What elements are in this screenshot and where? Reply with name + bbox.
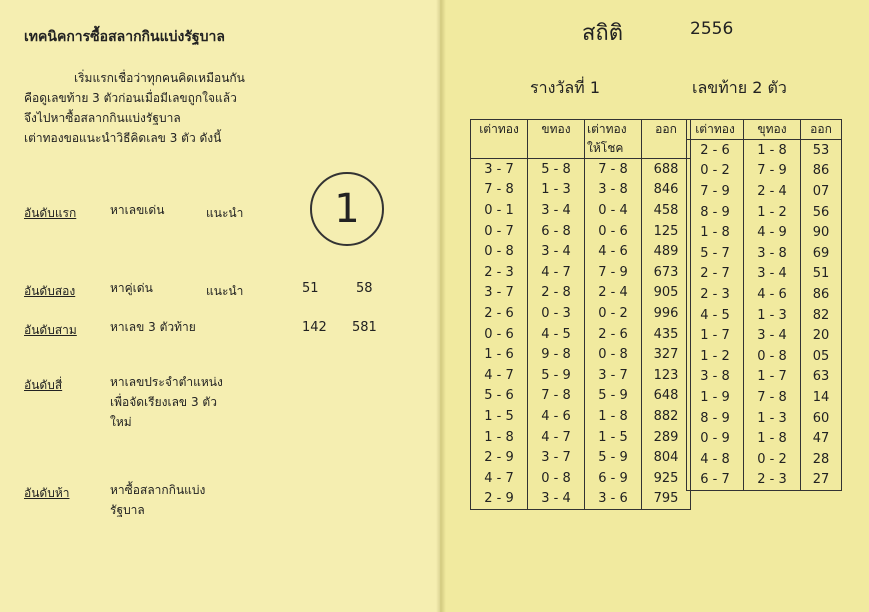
table-cell: 1 - 3 bbox=[528, 180, 585, 201]
table-cell: 56 bbox=[801, 202, 842, 223]
table-cell: 6 - 7 bbox=[687, 470, 744, 491]
table-cell: 4 - 7 bbox=[471, 365, 528, 386]
table-cell: 8 - 9 bbox=[687, 408, 744, 429]
table-cell: 0 - 8 bbox=[744, 346, 801, 367]
table-cell: 2 - 9 bbox=[471, 489, 528, 510]
table-cell: 3 - 4 bbox=[744, 325, 801, 346]
column-header: เต่าทอง ให้โชค bbox=[585, 120, 642, 159]
table-cell: 1 - 9 bbox=[687, 387, 744, 408]
first-prize-heading: รางวัลที่ 1 bbox=[530, 78, 600, 97]
table-row bbox=[471, 283, 691, 304]
table-cell: 07 bbox=[801, 181, 842, 202]
table-cell: 0 - 6 bbox=[585, 221, 642, 242]
table-cell: 1 - 3 bbox=[744, 305, 801, 326]
page-fold bbox=[436, 0, 446, 612]
step-desc: หาคู่เด่น bbox=[110, 281, 153, 295]
table-cell: 489 bbox=[642, 241, 691, 262]
table-row bbox=[687, 470, 842, 491]
table-cell: 1 - 6 bbox=[471, 344, 528, 365]
intro-line: คือดูเลขท้าย 3 ตัวก่อนเมื่อมีเลขถูกใจแล้ว bbox=[24, 91, 237, 105]
table-cell: 7 - 8 bbox=[585, 159, 642, 180]
table-cell: 2 - 7 bbox=[687, 264, 744, 285]
table-row bbox=[471, 427, 691, 448]
step-number: 58 bbox=[356, 281, 373, 296]
table-row bbox=[687, 264, 842, 285]
intro-line: จึงไปหาซื้อสลากกินแบ่งรัฐบาล bbox=[24, 111, 181, 125]
table-cell: 3 - 8 bbox=[687, 367, 744, 388]
table-cell: 0 - 4 bbox=[585, 200, 642, 221]
table-cell: 60 bbox=[801, 408, 842, 429]
column-header: ออก bbox=[801, 120, 842, 140]
column-header: เต่าทอง bbox=[687, 120, 744, 140]
table-cell: 47 bbox=[801, 428, 842, 449]
intro-line: เต่าทองขอแนะนำวิธีคิดเลข 3 ตัว ดังนี้ bbox=[24, 131, 222, 145]
table-cell: 28 bbox=[801, 449, 842, 470]
table-cell: 4 - 6 bbox=[528, 406, 585, 427]
step-desc bbox=[110, 372, 223, 432]
table-cell: 327 bbox=[642, 344, 691, 365]
table-row bbox=[687, 346, 842, 367]
table-cell: 5 - 8 bbox=[528, 159, 585, 180]
table-cell: 63 bbox=[801, 367, 842, 388]
table-row bbox=[687, 202, 842, 223]
first-prize-table bbox=[470, 119, 691, 510]
table-cell: 14 bbox=[801, 387, 842, 408]
table-row bbox=[687, 181, 842, 202]
step-rank: อันดับสอง bbox=[24, 284, 76, 298]
table-cell: 3 - 4 bbox=[528, 200, 585, 221]
table-cell: 795 bbox=[642, 489, 691, 510]
table-cell: 5 - 9 bbox=[585, 447, 642, 468]
table-cell: 846 bbox=[642, 180, 691, 201]
circled-number: 1 bbox=[310, 172, 384, 246]
table-row bbox=[687, 428, 842, 449]
table-row bbox=[687, 222, 842, 243]
step-desc-line: รัฐบาล bbox=[110, 503, 145, 517]
table-cell: 2 - 6 bbox=[687, 140, 744, 161]
column-header: เต่าทอง bbox=[471, 120, 528, 159]
table-cell: 1 - 2 bbox=[687, 346, 744, 367]
table-row bbox=[471, 386, 691, 407]
table-row bbox=[687, 243, 842, 264]
step-number: 581 bbox=[352, 320, 377, 335]
step-desc: หาเลขเด่น bbox=[110, 203, 165, 217]
table-cell: 3 - 8 bbox=[744, 243, 801, 264]
table-row bbox=[471, 468, 691, 489]
table-cell: 905 bbox=[642, 283, 691, 304]
table-cell: 2 - 3 bbox=[687, 284, 744, 305]
table-cell: 4 - 7 bbox=[528, 427, 585, 448]
table-cell: 6 - 9 bbox=[585, 468, 642, 489]
table-cell: 3 - 7 bbox=[528, 447, 585, 468]
step-rank: อันดับแรก bbox=[24, 206, 77, 220]
table-cell: 82 bbox=[801, 305, 842, 326]
table-cell: 3 - 4 bbox=[744, 264, 801, 285]
table-row bbox=[687, 284, 842, 305]
step-desc: หาเลข 3 ตัวท้าย bbox=[110, 320, 196, 334]
table-cell: 7 - 9 bbox=[744, 161, 801, 182]
table-row bbox=[687, 305, 842, 326]
table-row bbox=[471, 221, 691, 242]
last-two-digits-heading: เลขท้าย 2 ตัว bbox=[692, 78, 787, 97]
table-cell: 7 - 8 bbox=[744, 387, 801, 408]
table-cell: 6 - 8 bbox=[528, 221, 585, 242]
column-header: ขทอง bbox=[528, 120, 585, 159]
page-title: เทคนิคการซื้อสลากกินแบ่งรัฐบาล bbox=[24, 29, 225, 45]
table-row bbox=[687, 449, 842, 470]
table-cell: 2 - 8 bbox=[528, 283, 585, 304]
table-cell: 673 bbox=[642, 262, 691, 283]
table-cell: 3 - 4 bbox=[528, 489, 585, 510]
table-cell: 4 - 9 bbox=[744, 222, 801, 243]
table-cell: 90 bbox=[801, 222, 842, 243]
step-rank: อันดับสี่ bbox=[24, 378, 63, 392]
table-cell: 996 bbox=[642, 303, 691, 324]
table-row bbox=[471, 262, 691, 283]
step-suggest: แนะนำ bbox=[206, 206, 244, 220]
table-cell: 804 bbox=[642, 447, 691, 468]
step-desc-line: เพื่อจัดเรียงเลข 3 ตัว bbox=[110, 395, 217, 409]
table-cell: 86 bbox=[801, 161, 842, 182]
table-cell: 2 - 4 bbox=[585, 283, 642, 304]
table-cell: 1 - 5 bbox=[471, 406, 528, 427]
table-cell: 1 - 5 bbox=[585, 427, 642, 448]
table-row bbox=[687, 408, 842, 429]
table-cell: 4 - 5 bbox=[687, 305, 744, 326]
table-cell: 1 - 8 bbox=[744, 140, 801, 161]
table-cell: 1 - 8 bbox=[687, 222, 744, 243]
table-cell: 4 - 7 bbox=[528, 262, 585, 283]
table-cell: 4 - 7 bbox=[471, 468, 528, 489]
table-cell: 0 - 2 bbox=[585, 303, 642, 324]
table-cell: 05 bbox=[801, 346, 842, 367]
step-suggest: แนะนำ bbox=[206, 284, 244, 298]
table-row bbox=[471, 489, 691, 510]
table-cell: 0 - 6 bbox=[471, 324, 528, 345]
table-cell: 2 - 3 bbox=[744, 470, 801, 491]
table-cell: 69 bbox=[801, 243, 842, 264]
table-cell: 53 bbox=[801, 140, 842, 161]
table-cell: 882 bbox=[642, 406, 691, 427]
table-row bbox=[471, 365, 691, 386]
table-cell: 458 bbox=[642, 200, 691, 221]
table-cell: 925 bbox=[642, 468, 691, 489]
table-cell: 2 - 9 bbox=[471, 447, 528, 468]
table-cell: 0 - 9 bbox=[687, 428, 744, 449]
table-cell: 1 - 2 bbox=[744, 202, 801, 223]
table-cell: 0 - 2 bbox=[687, 161, 744, 182]
table-cell: 20 bbox=[801, 325, 842, 346]
table-cell: 5 - 7 bbox=[687, 243, 744, 264]
table-cell: 123 bbox=[642, 365, 691, 386]
table-cell: 0 - 1 bbox=[471, 200, 528, 221]
step-rank: อันดับสาม bbox=[24, 323, 77, 337]
table-cell: 3 - 7 bbox=[471, 283, 528, 304]
table-cell: 5 - 6 bbox=[471, 386, 528, 407]
intro-paragraph bbox=[24, 68, 245, 148]
table-row bbox=[471, 159, 691, 180]
table-cell: 3 - 8 bbox=[585, 180, 642, 201]
table-row bbox=[471, 447, 691, 468]
table-cell: 4 - 8 bbox=[687, 449, 744, 470]
table-cell: 2 - 4 bbox=[744, 181, 801, 202]
table-row bbox=[687, 325, 842, 346]
table-cell: 7 - 9 bbox=[585, 262, 642, 283]
last-two-table bbox=[686, 119, 842, 491]
table-cell: 1 - 7 bbox=[744, 367, 801, 388]
table-cell: 7 - 8 bbox=[528, 386, 585, 407]
table-row bbox=[687, 140, 842, 161]
table-row bbox=[471, 344, 691, 365]
table-cell: 3 - 7 bbox=[585, 365, 642, 386]
table-cell: 27 bbox=[801, 470, 842, 491]
table-row bbox=[471, 324, 691, 345]
statistics-title: สถิติ bbox=[582, 21, 624, 46]
table-cell: 7 - 8 bbox=[471, 180, 528, 201]
table-cell: 7 - 9 bbox=[687, 181, 744, 202]
table-cell: 3 - 4 bbox=[528, 241, 585, 262]
step-rank: อันดับห้า bbox=[24, 486, 70, 500]
table-cell: 0 - 7 bbox=[471, 221, 528, 242]
column-header: ออก bbox=[642, 120, 691, 159]
table-cell: 9 - 8 bbox=[528, 344, 585, 365]
table-cell: 688 bbox=[642, 159, 691, 180]
table-cell: 1 - 3 bbox=[744, 408, 801, 429]
step-desc bbox=[110, 480, 205, 520]
table-row bbox=[687, 367, 842, 388]
step-desc-line: หาเลขประจำตำแหน่ง bbox=[110, 375, 223, 389]
table-cell: 5 - 9 bbox=[585, 386, 642, 407]
table-cell: 1 - 8 bbox=[585, 406, 642, 427]
table-cell: 648 bbox=[642, 386, 691, 407]
table-row bbox=[687, 387, 842, 408]
table-cell: 5 - 9 bbox=[528, 365, 585, 386]
table-row bbox=[471, 303, 691, 324]
table-cell: 125 bbox=[642, 221, 691, 242]
table-cell: 1 - 8 bbox=[744, 428, 801, 449]
step-desc-line: หาซื้อสลากกินแบ่ง bbox=[110, 483, 206, 497]
table-cell: 51 bbox=[801, 264, 842, 285]
table-cell: 4 - 5 bbox=[528, 324, 585, 345]
table-row bbox=[471, 406, 691, 427]
table-cell: 2 - 3 bbox=[471, 262, 528, 283]
table-cell: 4 - 6 bbox=[585, 241, 642, 262]
table-cell: 0 - 8 bbox=[528, 468, 585, 489]
table-row bbox=[687, 161, 842, 182]
table-cell: 0 - 3 bbox=[528, 303, 585, 324]
table-cell: 1 - 7 bbox=[687, 325, 744, 346]
step-desc-line: ใหม่ bbox=[110, 415, 132, 429]
table-row bbox=[471, 200, 691, 221]
table-cell: 3 - 7 bbox=[471, 159, 528, 180]
table-row bbox=[471, 180, 691, 201]
step-number: 51 bbox=[302, 281, 319, 296]
table-cell: 3 - 6 bbox=[585, 489, 642, 510]
table-cell: 1 - 8 bbox=[471, 427, 528, 448]
step-number: 142 bbox=[302, 320, 327, 335]
table-cell: 0 - 8 bbox=[471, 241, 528, 262]
intro-line: เริ่มแรกเชื่อว่าทุกคนคิดเหมือนกัน bbox=[74, 71, 245, 85]
table-cell: 8 - 9 bbox=[687, 202, 744, 223]
table-row bbox=[471, 241, 691, 262]
table-cell: 435 bbox=[642, 324, 691, 345]
table-cell: 289 bbox=[642, 427, 691, 448]
table-cell: 0 - 2 bbox=[744, 449, 801, 470]
table-cell: 0 - 8 bbox=[585, 344, 642, 365]
statistics-year: 2556 bbox=[690, 19, 734, 39]
table-cell: 86 bbox=[801, 284, 842, 305]
table-cell: 4 - 6 bbox=[744, 284, 801, 305]
column-header: ขุทอง bbox=[744, 120, 801, 140]
table-cell: 2 - 6 bbox=[585, 324, 642, 345]
table-cell: 2 - 6 bbox=[471, 303, 528, 324]
